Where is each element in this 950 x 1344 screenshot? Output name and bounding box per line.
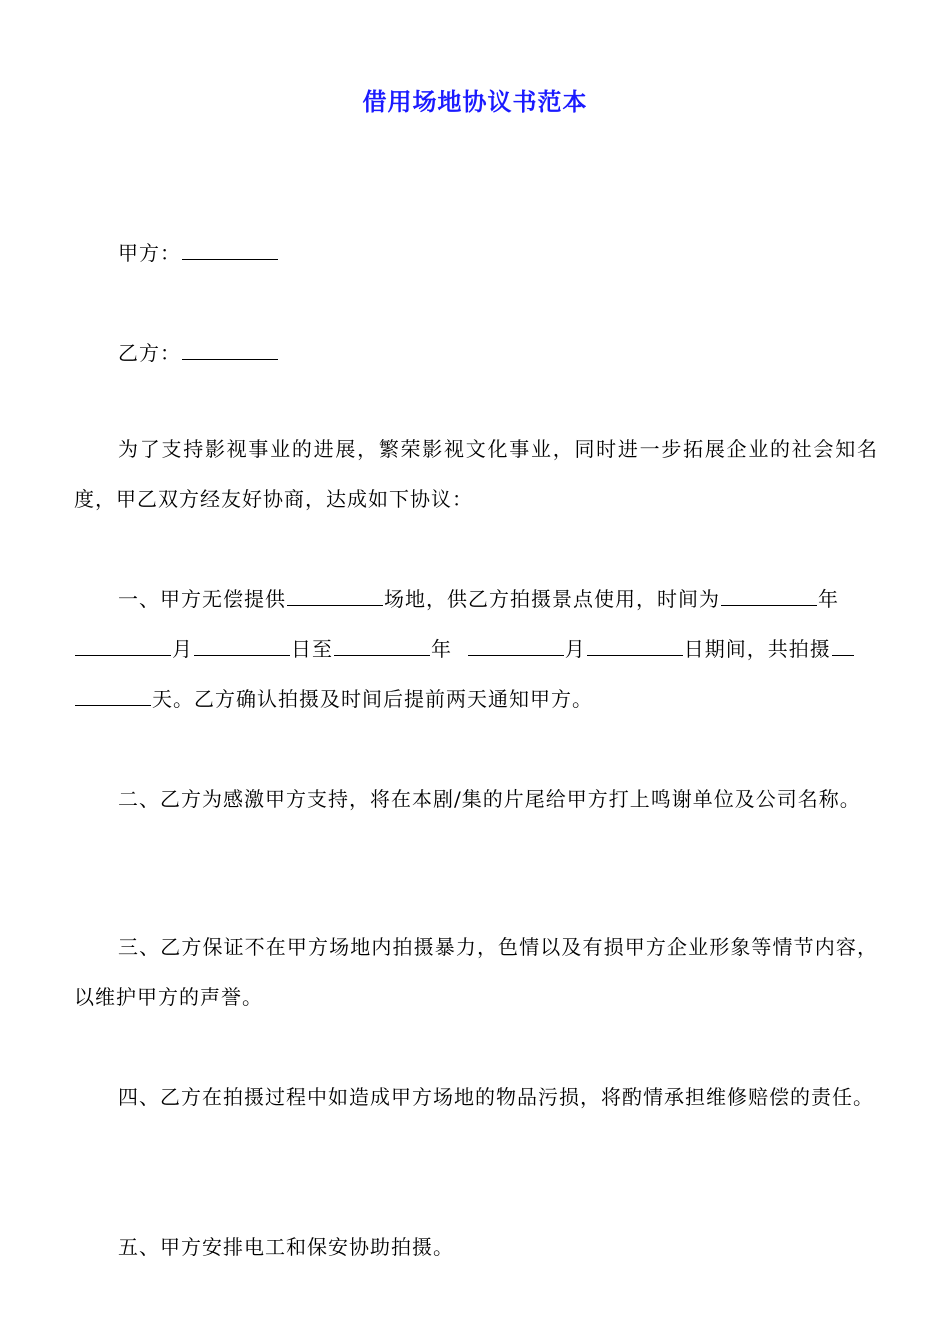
party-a-blank — [182, 239, 278, 260]
clause1-line2 — [74, 624, 855, 674]
party-a-label: 甲方： — [118, 241, 181, 265]
clause1-line1 — [118, 574, 839, 624]
clause1-text: 月 — [564, 637, 586, 661]
end-month-blank — [468, 635, 564, 656]
clause1-text: 月 — [172, 637, 193, 661]
clause2-paragraph: 二、乙方为感激甲方支持，将在本剧/集的片尾给甲方打上鸣谢单位及公司名称。 — [118, 787, 861, 811]
days-blank-start — [832, 635, 854, 656]
clause3-paragraph: 三、乙方保证不在甲方场地内拍摄暴力，色情以及有损甲方企业形象等情节内容，以维护甲方的声誉。 — [74, 935, 878, 1009]
clause1-text: 日至 — [291, 637, 333, 661]
clause1-text: 场地，供乙方拍摄景点使用，时间为 — [384, 587, 720, 611]
clause1-text: 日期间，共拍摄 — [683, 637, 831, 661]
clause1-text: 年 — [818, 587, 839, 611]
party-b-label: 乙方： — [118, 341, 181, 365]
clause1-text: 天。乙方确认拍摄及时间后提前两天通知甲方。 — [152, 687, 593, 711]
party-b-blank — [182, 339, 278, 360]
clause4-paragraph: 四、乙方在拍摄过程中如造成甲方场地的物品污损，将酌情承担维修赔偿的责任。 — [118, 1085, 874, 1109]
clause1-text: 年 — [431, 637, 452, 661]
start-month-blank — [75, 635, 171, 656]
clause1-line3 — [74, 674, 593, 724]
start-year-blank — [721, 585, 817, 606]
end-year-blank — [334, 635, 430, 656]
document-title: 借用场地协议书范本 — [362, 87, 588, 116]
clause1-text: 一、甲方无偿提供 — [118, 587, 286, 611]
intro-paragraph: 为了支持影视事业的进展，繁荣影视文化事业，同时进一步拓展企业的社会知名度，甲乙双方经友好协商，达成如下协议： — [74, 437, 878, 511]
start-day-blank — [194, 635, 290, 656]
clause5-paragraph: 五、甲方安排电工和保安协助拍摄。 — [118, 1235, 454, 1259]
days-blank-end — [75, 685, 151, 706]
party-b-line — [118, 338, 279, 368]
party-a-line — [118, 238, 279, 268]
end-day-blank — [587, 635, 683, 656]
venue-blank — [287, 585, 383, 606]
